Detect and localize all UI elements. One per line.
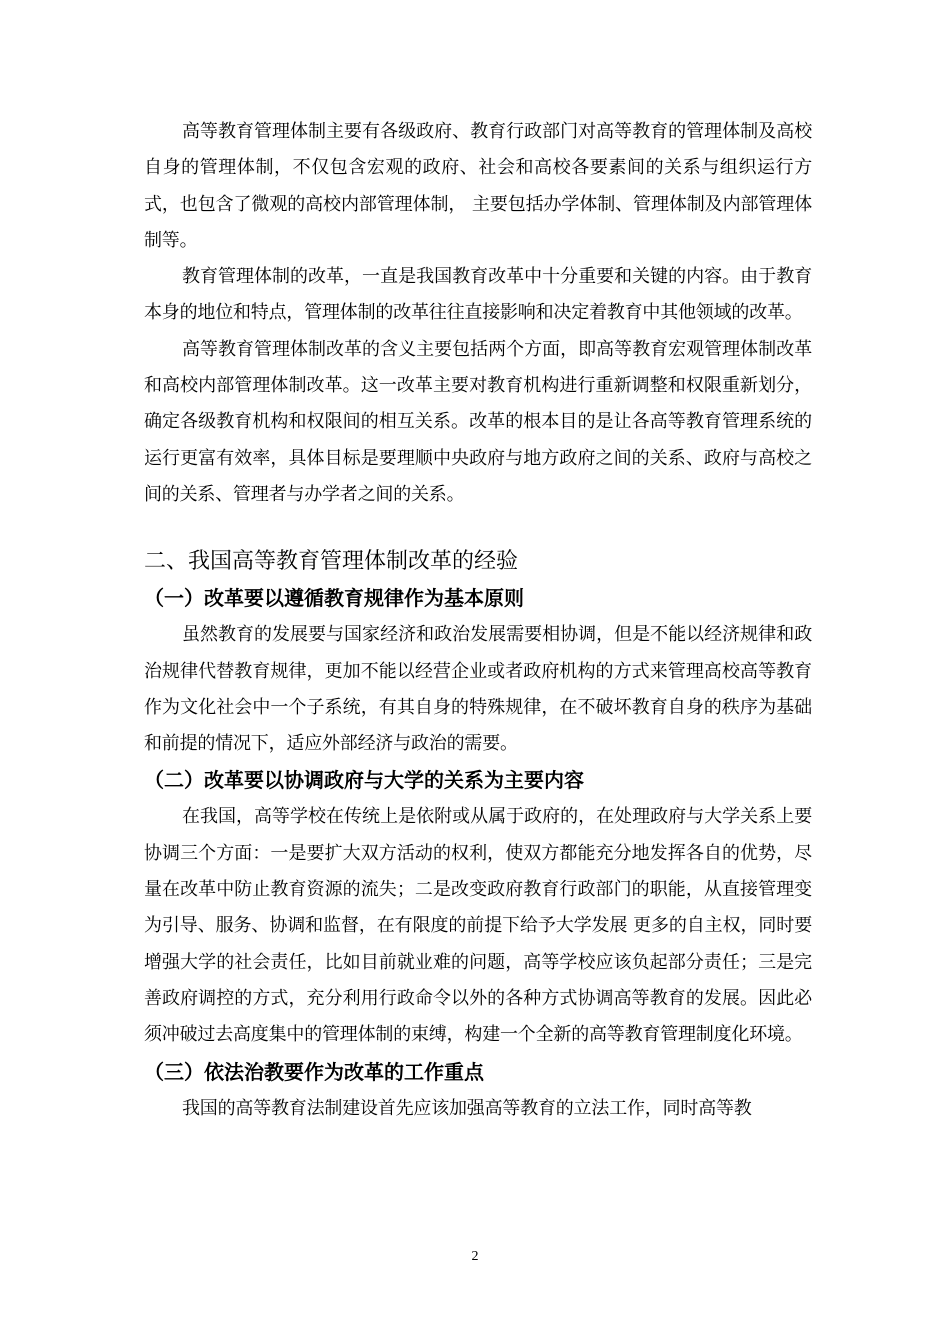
subsection-heading-1: （一）改革要以遵循教育规律作为基本原则 — [144, 586, 524, 611]
section-heading-experience: 二、我国高等教育管理体制改革的经验 — [144, 549, 519, 575]
paragraph-reform-importance: 教育管理体制的改革，一直是我国教育改革中十分重要和关键的内容。由于教育本身的地位和特点，管理体制的改革往往直接影响和决定着教育中其他领域的改革。 — [144, 266, 812, 324]
page-body — [144, 114, 812, 1127]
subsection-heading-2: （二）改革要以协调政府与大学的关系为主要内容 — [144, 768, 584, 793]
page-number: 2 — [471, 1249, 479, 1264]
subsection-text-3: 我国的高等教育法制建设首先应该加强高等教育的立法工作，同时高等教 — [182, 1097, 752, 1119]
subsection-heading-3: （三）依法治教要作为改革的工作重点 — [144, 1059, 484, 1084]
subsection-text-1: 虽然教育的发展要与国家经济和政治发展需要相协调，但是不能以经济规律和政治规律代替教育规律，更加不能以经营企业或者政府机构的方式来管理高校高等教育作为文化社会中一个子系统，有其自身的特殊规律，在不破坏教育自身的秩序为基础和前提的情况下，适应外部经济与政治的需要。 — [144, 624, 812, 755]
paragraph-management-system: 高等教育管理体制主要有各级政府、教育行政部门对高等教育的管理体制及高校自身的管理体制，不仅包含宏观的政府、社会和高校各要素间的关系与组织运行方式，也包含了微观的高校内部管理体制， 主要包括办学体制、管理体制及内部管理体制等。 — [144, 121, 812, 251]
subsection-text-2: 在我国，高等学校在传统上是依附或从属于政府的，在处理政府与大学关系上要协调三个方面：一是要扩大双方活动的权利，使双方都能充分地发挥各自的优势，尽量在改革中防止教育资源的流失；二是改变政府教育行政部门的职能，从直接管理变为引导、服务、协调和监督，在有限度的前提下给予大学发展 更多的自主权，同时要增强大学的社会责任，比如目前就业难的问题，高等学校应该负起部分责任；三是完善政府调控的方式，充分利用行政命令以外的各种方式协调高等教育的发展。因此必须冲破过去高度集中的管理体制的束缚，构建一个全新的高等教育管理制度化环境。 — [144, 806, 812, 1046]
paragraph-reform-meaning: 高等教育管理体制改革的含义主要包括两个方面，即高等教育宏观管理体制改革和高校内部管理体制改革。这一改革主要对教育机构进行重新调整和权限重新划分，确定各级教育机构和权限间的相互关系。改革的根本目的是让各高等教育管理系统的运行更富有效率，具体目标是要理顺中央政府与地方政府之间的关系、政府与高校之间的关系、管理者与办学者之间的关系。 — [144, 338, 812, 505]
